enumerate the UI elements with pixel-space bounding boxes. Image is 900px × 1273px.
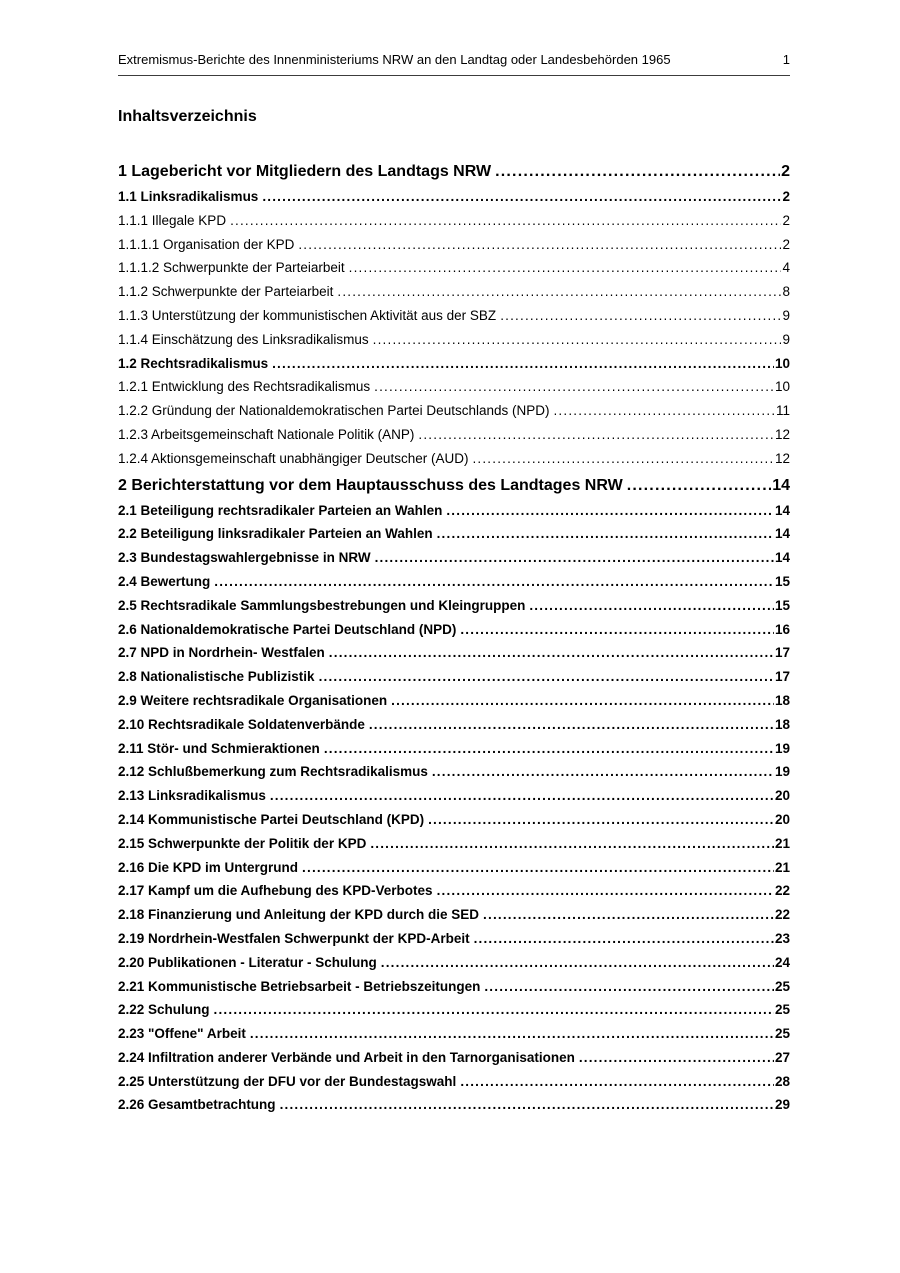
toc-entry-page-number: 28 bbox=[774, 1073, 790, 1089]
toc-entry-label: 1.2.3 Arbeitsgemeinschaft Nationale Politik (ANP) bbox=[118, 426, 415, 442]
toc-entry-label: 2.11 Stör- und Schmieraktionen bbox=[118, 740, 320, 756]
toc-entry-label: 1.2.1 Entwicklung des Rechtsradikalismus bbox=[118, 379, 371, 395]
toc-entry bbox=[118, 499, 790, 523]
toc-entry-label: 1.2.2 Gründung der Nationaldemokratischen Partei Deutschlands (NPD) bbox=[118, 403, 550, 419]
toc-entry-page-number: 25 bbox=[774, 1002, 790, 1018]
toc-entry bbox=[118, 879, 790, 903]
toc-entry-page-number: 22 bbox=[774, 883, 790, 899]
toc-entry-label: 2 Berichterstattung vor dem Hauptausschuss des Landtages NRW bbox=[118, 476, 623, 494]
toc-entry-label: 2.12 Schlußbemerkung zum Rechtsradikalismus bbox=[118, 764, 428, 780]
toc-entry-page-number: 2 bbox=[782, 212, 790, 228]
toc-entry-label: 2.16 Die KPD im Untergrund bbox=[118, 859, 299, 875]
toc-entry-label: 2.10 Rechtsradikale Soldatenverbände bbox=[118, 716, 365, 732]
toc-entry bbox=[118, 185, 790, 209]
toc-entry-page-number: 22 bbox=[774, 907, 790, 923]
dot-leader bbox=[553, 399, 775, 423]
dot-leader bbox=[270, 784, 774, 808]
dot-leader bbox=[250, 1022, 774, 1046]
toc-list bbox=[118, 157, 790, 1117]
toc-entry-label: 2.15 Schwerpunkte der Politik der KPD bbox=[118, 835, 367, 851]
toc-entry bbox=[118, 713, 790, 737]
toc-entry-label: 2.26 Gesamtbetrachtung bbox=[118, 1097, 276, 1113]
toc-entry-label: 2.3 Bundestagswahlergebnisse in NRW bbox=[118, 550, 371, 566]
toc-entry bbox=[118, 665, 790, 689]
toc-entry bbox=[118, 546, 790, 570]
dot-leader bbox=[375, 546, 774, 570]
toc-entry-label: 1.1 Linksradikalismus bbox=[118, 189, 259, 204]
toc-entry-page-number: 21 bbox=[774, 859, 790, 875]
dot-leader bbox=[484, 975, 774, 999]
dot-leader bbox=[495, 159, 780, 184]
dot-leader bbox=[214, 570, 774, 594]
toc-entry-page-number: 19 bbox=[774, 764, 790, 780]
toc-entry bbox=[118, 570, 790, 594]
toc-entry-label: 2.21 Kommunistische Betriebsarbeit - Betriebszeitungen bbox=[118, 978, 481, 994]
dot-leader bbox=[437, 522, 774, 546]
toc-entry-label: 2.25 Unterstützung der DFU vor der Bundestagswahl bbox=[118, 1073, 457, 1089]
toc-entry-label: 1.1.4 Einschätzung des Linksradikalismus bbox=[118, 331, 369, 347]
dot-leader bbox=[529, 594, 774, 618]
toc-entry-page-number: 24 bbox=[774, 954, 790, 970]
toc-entry-page-number: 21 bbox=[774, 835, 790, 851]
toc-entry bbox=[118, 328, 790, 352]
toc-entry-page-number: 15 bbox=[774, 573, 790, 589]
dot-leader bbox=[298, 233, 781, 257]
toc-entry bbox=[118, 998, 790, 1022]
toc-entry-page-number: 14 bbox=[774, 526, 790, 542]
toc-entry-page-number: 12 bbox=[774, 426, 790, 442]
dot-leader bbox=[500, 304, 781, 328]
toc-entry-label: 2.7 NPD in Nordrhein- Westfalen bbox=[118, 645, 325, 661]
toc-entry bbox=[118, 975, 790, 999]
toc-entry bbox=[118, 209, 790, 233]
toc-entry-page-number: 14 bbox=[774, 550, 790, 566]
dot-leader bbox=[428, 808, 774, 832]
toc-entry bbox=[118, 1022, 790, 1046]
dot-leader bbox=[579, 1046, 774, 1070]
toc-entry bbox=[118, 856, 790, 880]
toc-entry-label: 1.1.1 Illegale KPD bbox=[118, 212, 227, 228]
dot-leader bbox=[418, 423, 774, 447]
toc-entry-page-number: 14 bbox=[772, 476, 790, 494]
toc-entry-page-number: 11 bbox=[775, 403, 790, 419]
toc-entry-page-number: 10 bbox=[774, 379, 790, 395]
dot-leader bbox=[432, 760, 774, 784]
toc-entry bbox=[118, 832, 790, 856]
toc-entry bbox=[118, 903, 790, 927]
toc-entry-page-number: 20 bbox=[774, 811, 790, 827]
toc-entry-page-number: 12 bbox=[774, 450, 790, 466]
dot-leader bbox=[627, 473, 771, 498]
toc-entry-label: 2.1 Beteiligung rechtsradikaler Parteien an Wahlen bbox=[118, 502, 443, 518]
toc-entry-label: 2.19 Nordrhein-Westfalen Schwerpunkt der KPD-Arbeit bbox=[118, 930, 470, 946]
toc-heading: Inhaltsverzeichnis bbox=[118, 108, 257, 125]
toc-entry-label: 2.18 Finanzierung und Anleitung der KPD durch die SED bbox=[118, 907, 480, 923]
dot-leader bbox=[370, 832, 774, 856]
toc-entry bbox=[118, 423, 790, 447]
toc-entry bbox=[118, 375, 790, 399]
dot-leader bbox=[349, 256, 782, 280]
toc-entry bbox=[118, 522, 790, 546]
dot-leader bbox=[373, 328, 782, 352]
dot-leader bbox=[280, 1093, 774, 1117]
toc-entry bbox=[118, 784, 790, 808]
dot-leader bbox=[437, 879, 774, 903]
toc-entry bbox=[118, 760, 790, 784]
toc-entry-page-number: 2 bbox=[782, 189, 790, 204]
toc-entry-label: 2.6 Nationaldemokratische Partei Deutschland (NPD) bbox=[118, 621, 457, 637]
page-header bbox=[118, 52, 790, 76]
toc-entry bbox=[118, 737, 790, 761]
toc-entry-page-number: 18 bbox=[774, 716, 790, 732]
toc-entry bbox=[118, 641, 790, 665]
toc-entry-page-number: 10 bbox=[774, 355, 790, 371]
dot-leader bbox=[214, 998, 774, 1022]
toc-entry bbox=[118, 1070, 790, 1094]
dot-leader bbox=[474, 927, 774, 951]
toc-entry bbox=[118, 304, 790, 328]
toc-entry-label: 2.23 "Offene" Arbeit bbox=[118, 1026, 246, 1042]
toc-entry-page-number: 9 bbox=[782, 307, 790, 323]
toc-entry bbox=[118, 618, 790, 642]
dot-leader bbox=[272, 352, 774, 376]
toc-entry-page-number: 8 bbox=[782, 284, 790, 300]
toc-entry-label: 1.2.4 Aktionsgemeinschaft unabhängiger Deutscher (AUD) bbox=[118, 450, 469, 466]
toc-entry-page-number: 4 bbox=[782, 260, 790, 276]
running-header-page-number: 1 bbox=[782, 52, 790, 67]
toc-entry-label: 2.5 Rechtsradikale Sammlungsbestrebungen und Kleingruppen bbox=[118, 597, 526, 613]
toc-entry-page-number: 19 bbox=[774, 740, 790, 756]
toc-entry-label: 1 Lagebericht vor Mitgliedern des Landtags NRW bbox=[118, 163, 492, 180]
toc-entry-label: 2.9 Weitere rechtsradikale Organisationen bbox=[118, 692, 388, 708]
toc-entry-label: 2.4 Bewertung bbox=[118, 573, 211, 589]
toc-entry-page-number: 14 bbox=[774, 502, 790, 518]
toc-entry-page-number: 16 bbox=[774, 621, 790, 637]
toc-entry bbox=[118, 1046, 790, 1070]
toc-entry bbox=[118, 927, 790, 951]
toc-entry bbox=[118, 352, 790, 376]
toc-entry-page-number: 20 bbox=[774, 788, 790, 804]
toc-entry-label: 1.1.2 Schwerpunkte der Parteiarbeit bbox=[118, 284, 334, 300]
toc-entry bbox=[118, 594, 790, 618]
toc-entry-label: 1.2 Rechtsradikalismus bbox=[118, 355, 269, 371]
toc-entry bbox=[118, 399, 790, 423]
toc-entry-label: 2.8 Nationalistische Publizistik bbox=[118, 669, 315, 685]
dot-leader bbox=[262, 185, 781, 209]
toc-entry bbox=[118, 1093, 790, 1117]
toc-entry-label: 1.1.1.1 Organisation der KPD bbox=[118, 236, 295, 252]
toc-entry-page-number: 18 bbox=[774, 692, 790, 708]
dot-leader bbox=[446, 499, 774, 523]
dot-leader bbox=[337, 280, 781, 304]
toc-entry bbox=[118, 280, 790, 304]
dot-leader bbox=[460, 618, 774, 642]
running-header-title: Extremismus-Berichte des Innenministeriums NRW an den Landtag oder Landesbehörden 1965 bbox=[118, 52, 671, 67]
toc-entry bbox=[118, 157, 790, 185]
toc-entry-page-number: 17 bbox=[774, 645, 790, 661]
toc-entry-page-number: 25 bbox=[774, 978, 790, 994]
toc-entry-label: 2.24 Infiltration anderer Verbände und Arbeit in den Tarnorganisationen bbox=[118, 1049, 575, 1065]
toc-entry bbox=[118, 951, 790, 975]
toc-entry bbox=[118, 808, 790, 832]
toc-entry bbox=[118, 256, 790, 280]
dot-leader bbox=[329, 641, 774, 665]
dot-leader bbox=[369, 713, 774, 737]
toc-entry bbox=[118, 471, 790, 499]
toc-entry bbox=[118, 447, 790, 471]
dot-leader bbox=[472, 447, 774, 471]
dot-leader bbox=[319, 665, 774, 689]
dot-leader bbox=[391, 689, 774, 713]
toc-entry-label: 2.2 Beteiligung linksradikaler Parteien an Wahlen bbox=[118, 526, 433, 542]
dot-leader bbox=[374, 375, 774, 399]
toc-entry-label: 1.1.3 Unterstützung der kommunistischen Aktivität aus der SBZ bbox=[118, 307, 497, 323]
toc-entry-page-number: 29 bbox=[774, 1097, 790, 1113]
toc-entry-label: 2.17 Kampf um die Aufhebung des KPD-Verbotes bbox=[118, 883, 433, 899]
dot-leader bbox=[302, 856, 774, 880]
toc-entry-page-number: 17 bbox=[774, 669, 790, 685]
toc-entry-label: 1.1.1.2 Schwerpunkte der Parteiarbeit bbox=[118, 260, 345, 276]
toc-entry-label: 2.13 Linksradikalismus bbox=[118, 788, 266, 804]
toc-entry-label: 2.14 Kommunistische Partei Deutschland (KPD) bbox=[118, 811, 425, 827]
toc-entry-page-number: 27 bbox=[774, 1049, 790, 1065]
dot-leader bbox=[483, 903, 774, 927]
dot-leader bbox=[230, 209, 781, 233]
dot-leader bbox=[324, 737, 774, 761]
dot-leader bbox=[381, 951, 774, 975]
toc-entry-label: 2.22 Schulung bbox=[118, 1002, 210, 1018]
toc-entry-page-number: 15 bbox=[774, 597, 790, 613]
toc-entry-page-number: 2 bbox=[781, 163, 790, 180]
toc-entry-page-number: 9 bbox=[782, 331, 790, 347]
dot-leader bbox=[460, 1070, 774, 1094]
toc-entry-page-number: 23 bbox=[774, 930, 790, 946]
toc-entry bbox=[118, 689, 790, 713]
toc-entry-page-number: 2 bbox=[782, 236, 790, 252]
toc-entry-label: 2.20 Publikationen - Literatur - Schulung bbox=[118, 954, 377, 970]
toc-entry bbox=[118, 233, 790, 257]
toc-entry-page-number: 25 bbox=[774, 1026, 790, 1042]
